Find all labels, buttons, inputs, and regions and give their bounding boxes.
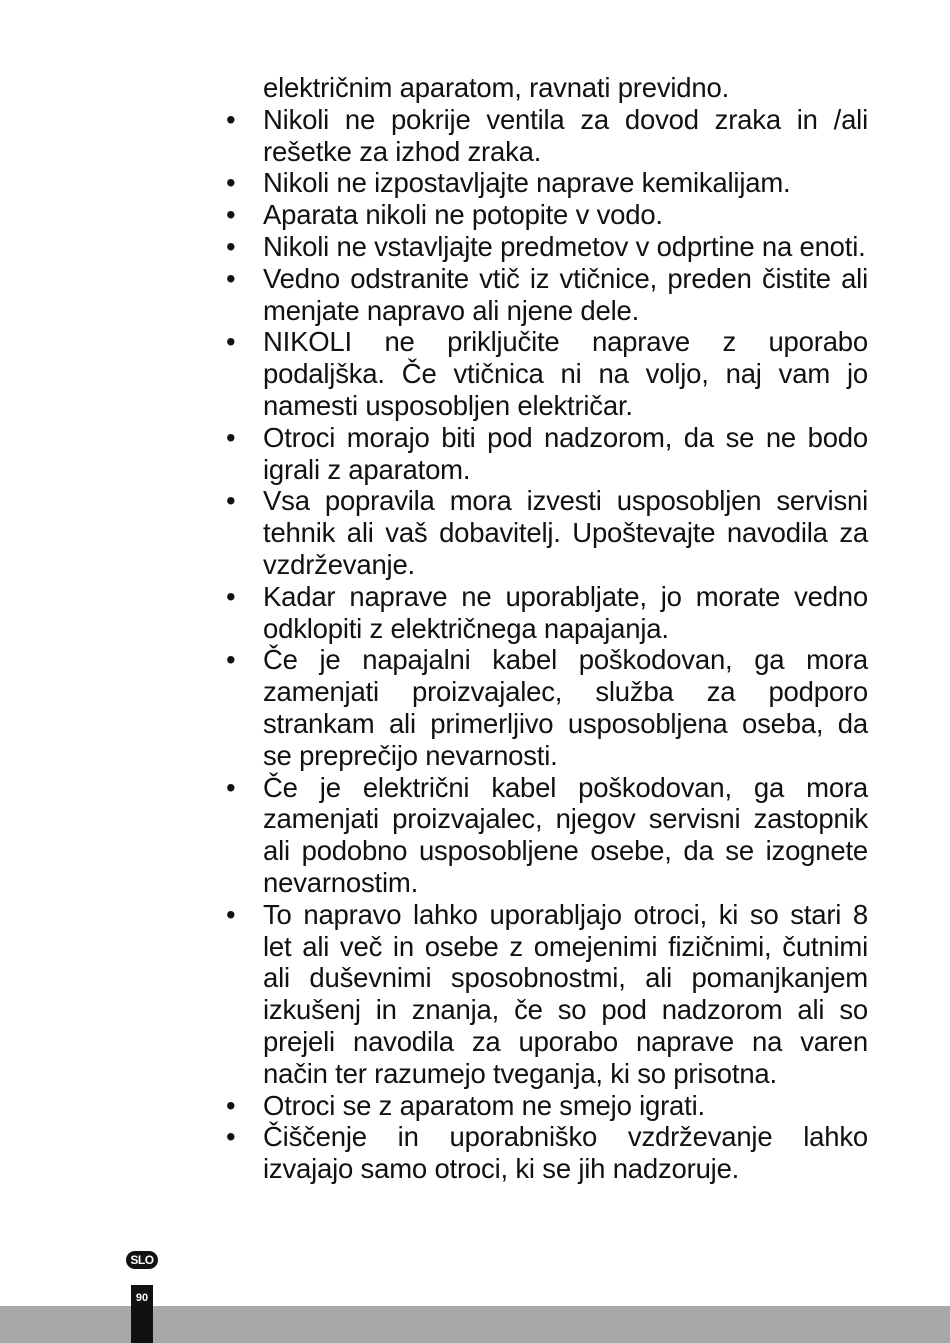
bullet-item <box>226 899 868 1090</box>
bullet-icon: • <box>226 771 236 803</box>
bullet-item <box>226 485 868 580</box>
bullet-icon: • <box>226 167 236 199</box>
bullet-icon: • <box>226 199 236 231</box>
bullet-item <box>226 581 868 645</box>
page-content <box>226 72 868 1185</box>
bullet-item <box>226 199 868 231</box>
bullet-item <box>226 1121 868 1185</box>
bullet-icon: • <box>226 898 236 930</box>
bullet-item <box>226 104 868 168</box>
continuation-text: električnim aparatom, ravnati previdno. <box>263 72 730 103</box>
bullet-icon: • <box>226 262 236 294</box>
bullet-icon: • <box>226 230 236 262</box>
bullet-text: Vedno odstranite vtič iz vtičnice, preden čistite ali menjate napravo ali njene dele. <box>263 262 868 326</box>
bullet-text: Nikoli ne izpostavljajte naprave kemikalijam. <box>263 167 791 199</box>
bullet-text: Otroci morajo biti pod nadzorom, da se ne bodo igrali z aparatom. <box>263 421 868 485</box>
bullet-item <box>226 772 868 899</box>
bullet-item <box>226 231 868 263</box>
bullet-icon: • <box>226 1121 236 1153</box>
page-number: 90 <box>135 1292 149 1304</box>
bullet-text: To napravo lahko uporabljajo otroci, ki so stari 8 let ali več in osebe z omejenimi fizičnimi, čutnimi ali duševnimi sposobnostmi, ali pomanjkanjem izkušenj in znanja, če so pod nadzorom ali so prejeli navodila za uporabo naprave na varen način ter razumejo tveganja, ki so prisotna. <box>263 898 868 1089</box>
bullet-text: Če je napajalni kabel poškodovan, ga mora zamenjati proizvajalec, služba za podporo strankam ali primerljivo usposobljena oseba, da se preprečijo nevarnosti. <box>263 644 868 771</box>
bullet-item <box>226 167 868 199</box>
bullet-text: Vsa popravila mora izvesti usposobljen servisni tehnik ali vaš dobavitelj. Upoštevajte navodila za vzdrževanje. <box>263 485 868 580</box>
bullet-text: Kadar naprave ne uporabljate, jo morate vedno odklopiti z električnega napajanja. <box>263 580 868 644</box>
bullet-text: Nikoli ne pokrije ventila za dovod zraka in /ali rešetke za izhod zraka. <box>263 103 868 167</box>
bullet-item <box>226 326 868 421</box>
bullet-item <box>226 644 868 771</box>
bullet-text: Če je električni kabel poškodovan, ga mora zamenjati proizvajalec, njegov servisni zastopnik ali podobno usposobljene osebe, da se izognete nevarnostim. <box>263 771 868 898</box>
language-badge: SLO <box>126 1251 158 1269</box>
bullet-icon: • <box>226 644 236 676</box>
bullet-item <box>226 1090 868 1122</box>
bullet-text: Čiščenje in uporabniško vzdrževanje lahko izvajajo samo otroci, ki se jih nadzoruje. <box>263 1121 868 1185</box>
bullet-text: NIKOLI ne priključite naprave z uporabo podaljška. Če vtičnica ni na voljo, naj vam jo namesti usposobljen električar. <box>263 326 868 421</box>
page-number-tab <box>131 1285 153 1343</box>
bullet-text: Aparata nikoli ne potopite v vodo. <box>263 199 663 231</box>
bullet-icon: • <box>226 103 236 135</box>
bullet-icon: • <box>226 326 236 358</box>
bullet-icon: • <box>226 485 236 517</box>
safety-bullet-list <box>226 104 868 1185</box>
bullet-text: Nikoli ne vstavljajte predmetov v odprtine na enoti. <box>263 230 866 262</box>
bullet-icon: • <box>226 580 236 612</box>
bullet-item <box>226 422 868 486</box>
bullet-item <box>226 263 868 327</box>
bullet-icon: • <box>226 1089 236 1121</box>
bullet-icon: • <box>226 421 236 453</box>
bullet-text: Otroci se z aparatom ne smejo igrati. <box>263 1089 705 1121</box>
